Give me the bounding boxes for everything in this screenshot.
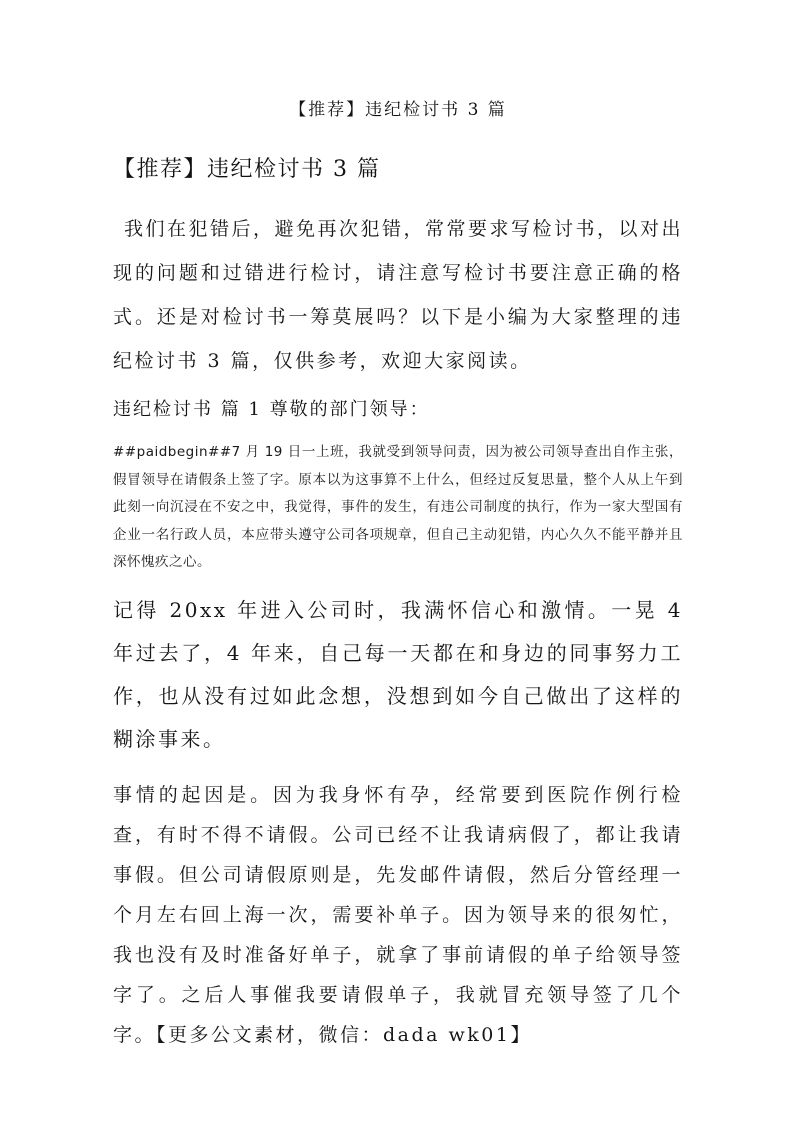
paid-marker-paragraph: ##paidbegin##7 月 19 日一上班，我就受到领导问责，因为被公司领导查出自作主张，假冒领导在请假条上签了字。原本以为这事算不上什么，但经过反复思量，整个人从上午到此刻一向沉浸在不安之中，我觉得，事件的发生，有违公司制度的执行，作为一家大型国有企业一名行政人员，本应带头遵守公司各项规章，但自己主动犯错，内心久久不能平静并且深怀愧疚之心。 — [113, 444, 683, 570]
document-subtitle: 【推荐】违纪检讨书 3 篇 — [113, 157, 381, 182]
section-heading: 违纪检讨书 篇 1 尊敬的部门领导： — [113, 399, 430, 420]
body-paragraph-1: 记得 20xx 年进入公司时，我满怀信心和激情。一晃 4 年过去了，4 年来，自己每一天都在和身边的同事努力工作，也从没有过如此念想，没想到如今自己做出了这样的糊涂事来。 — [113, 597, 683, 751]
intro-paragraph: 我们在犯错后，避免再次犯错，常常要求写检讨书，以对出现的问题和过错进行检讨，请注意写检讨书要注意正确的格式。还是对检讨书一筹莫展吗？以下是小编为大家整理的违纪检讨书 3 篇，仅供参考，欢迎大家阅读。 — [113, 218, 684, 372]
document-title: 【推荐】违纪检讨书 3 篇 — [289, 100, 507, 120]
body-paragraph-2: 事情的起因是。因为我身怀有孕，经常要到医院作例行检查，有时不得不请假。公司已经不让我请病假了，都让我请事假。但公司请假原则是，先发邮件请假，然后分管经理一个月左右回上海一次，需要补单子。因为领导来的很匆忙，我也没有及时准备好单子，就拿了事前请假的单子给领导签字了。之后人事催我要请假单子，我就冒充领导签了几个字。【更多公文素材，微信：dada wk01】 — [113, 783, 683, 1046]
